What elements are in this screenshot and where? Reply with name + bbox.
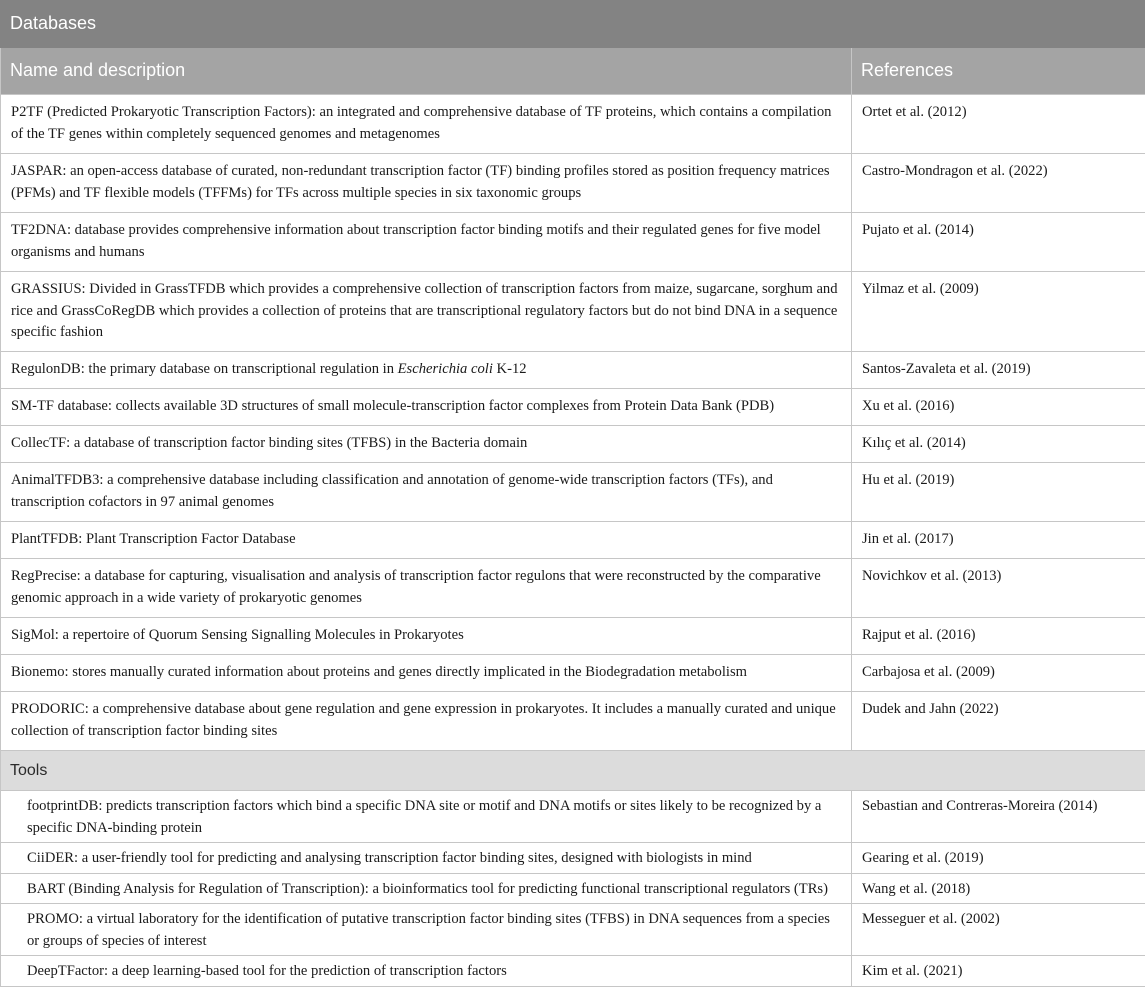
table-row bbox=[1, 426, 1145, 463]
tool-description: PROMO: a virtual laboratory for the identification of putative transcription factor binding sites (TFBS) in DNA sequences from a species or groups of species of interest bbox=[1, 904, 852, 956]
table-row bbox=[1, 95, 1145, 154]
tool-reference: Wang et al. (2018) bbox=[852, 873, 1145, 904]
db-description: AnimalTFDB3: a comprehensive database including classification and annotation of genome-wide transcription factors (TFs), and transcription cofactors in 97 animal genomes bbox=[1, 463, 852, 522]
table-row bbox=[1, 352, 1145, 389]
db-reference: Dudek and Jahn (2022) bbox=[852, 692, 1145, 751]
column-header-row bbox=[1, 48, 1145, 95]
db-description-text: RegulonDB: the primary database on transcriptional regulation in bbox=[11, 361, 398, 377]
table-title: Databases bbox=[1, 1, 1145, 48]
table-row bbox=[1, 522, 1145, 559]
db-description: RegPrecise: a database for capturing, visualisation and analysis of transcription factor regulons that were reconstructed by the comparative genomic approach in a wide variety of prokaryotic genomes bbox=[1, 559, 852, 618]
table-row bbox=[1, 272, 1145, 352]
db-description bbox=[1, 352, 852, 389]
db-reference: Castro-Mondragon et al. (2022) bbox=[852, 154, 1145, 213]
db-description: PRODORIC: a comprehensive database about gene regulation and gene expression in prokaryotes. It includes a manually curated and unique collection of transcription factor binding sites bbox=[1, 692, 852, 751]
db-description-suffix: K-12 bbox=[493, 361, 527, 377]
db-reference: Hu et al. (2019) bbox=[852, 463, 1145, 522]
tools-section-row bbox=[1, 751, 1145, 791]
db-description: PlantTFDB: Plant Transcription Factor Database bbox=[1, 522, 852, 559]
table-row bbox=[1, 956, 1145, 987]
db-description: TF2DNA: database provides comprehensive information about transcription factor binding motifs and their regulated genes for five model organisms and humans bbox=[1, 213, 852, 272]
table-row bbox=[1, 154, 1145, 213]
db-description: SigMol: a repertoire of Quorum Sensing Signalling Molecules in Prokaryotes bbox=[1, 618, 852, 655]
db-reference: Jin et al. (2017) bbox=[852, 522, 1145, 559]
db-reference: Pujato et al. (2014) bbox=[852, 213, 1145, 272]
db-reference: Carbajosa et al. (2009) bbox=[852, 655, 1145, 692]
table-row bbox=[1, 655, 1145, 692]
table-row bbox=[1, 843, 1145, 874]
tool-reference: Messeguer et al. (2002) bbox=[852, 904, 1145, 956]
table-row bbox=[1, 904, 1145, 956]
db-reference: Ortet et al. (2012) bbox=[852, 95, 1145, 154]
tool-description: BART (Binding Analysis for Regulation of Transcription): a bioinformatics tool for predicting functional transcriptional regulators (TRs) bbox=[1, 873, 852, 904]
db-reference: Yilmaz et al. (2009) bbox=[852, 272, 1145, 352]
db-description: SM-TF database: collects available 3D structures of small molecule-transcription factor complexes from Protein Data Bank (PDB) bbox=[1, 389, 852, 426]
tool-description: DeepTFactor: a deep learning-based tool for the prediction of transcription factors bbox=[1, 956, 852, 987]
table-row bbox=[1, 559, 1145, 618]
db-description: P2TF (Predicted Prokaryotic Transcription Factors): an integrated and comprehensive database of TF proteins, which contains a compilation of the TF genes within completely sequenced genomes and metagenomes bbox=[1, 95, 852, 154]
tools-section-label: Tools bbox=[1, 751, 1145, 791]
tool-reference: Gearing et al. (2019) bbox=[852, 843, 1145, 874]
db-reference: Novichkov et al. (2013) bbox=[852, 559, 1145, 618]
table-row bbox=[1, 389, 1145, 426]
db-reference: Rajput et al. (2016) bbox=[852, 618, 1145, 655]
table-row bbox=[1, 463, 1145, 522]
tool-reference: Sebastian and Contreras-Moreira (2014) bbox=[852, 791, 1145, 843]
db-description: GRASSIUS: Divided in GrassTFDB which provides a comprehensive collection of transcription factors from maize, sugarcane, sorghum and rice and GrassCoRegDB which provides a collection of proteins that are transcriptional regulatory factors but do not bind DNA in a sequence specific fashion bbox=[1, 272, 852, 352]
header-name-description: Name and description bbox=[1, 48, 852, 95]
table-row bbox=[1, 791, 1145, 843]
table-row bbox=[1, 692, 1145, 751]
db-description: Bionemo: stores manually curated information about proteins and genes directly implicated in the Biodegradation metabolism bbox=[1, 655, 852, 692]
header-references: References bbox=[852, 48, 1145, 95]
db-description: JASPAR: an open-access database of curated, non-redundant transcription factor (TF) binding profiles stored as position frequency matrices (PFMs) and TF flexible models (TFFMs) for TFs across multiple species in six taxonomic groups bbox=[1, 154, 852, 213]
db-reference: Santos-Zavaleta et al. (2019) bbox=[852, 352, 1145, 389]
table-row bbox=[1, 618, 1145, 655]
table-row bbox=[1, 213, 1145, 272]
table-row bbox=[1, 873, 1145, 904]
tool-description: footprintDB: predicts transcription factors which bind a specific DNA site or motif and DNA motifs or sites likely to be recognized by a specific DNA-binding protein bbox=[1, 791, 852, 843]
db-reference: Xu et al. (2016) bbox=[852, 389, 1145, 426]
db-description: CollecTF: a database of transcription factor binding sites (TFBS) in the Bacteria domain bbox=[1, 426, 852, 463]
tool-description: CiiDER: a user-friendly tool for predicting and analysing transcription factor binding sites, designed with biologists in mind bbox=[1, 843, 852, 874]
tool-reference: Kim et al. (2021) bbox=[852, 956, 1145, 987]
table-title-row bbox=[1, 1, 1145, 48]
db-reference: Kılıç et al. (2014) bbox=[852, 426, 1145, 463]
species-name: Escherichia coli bbox=[398, 361, 493, 377]
